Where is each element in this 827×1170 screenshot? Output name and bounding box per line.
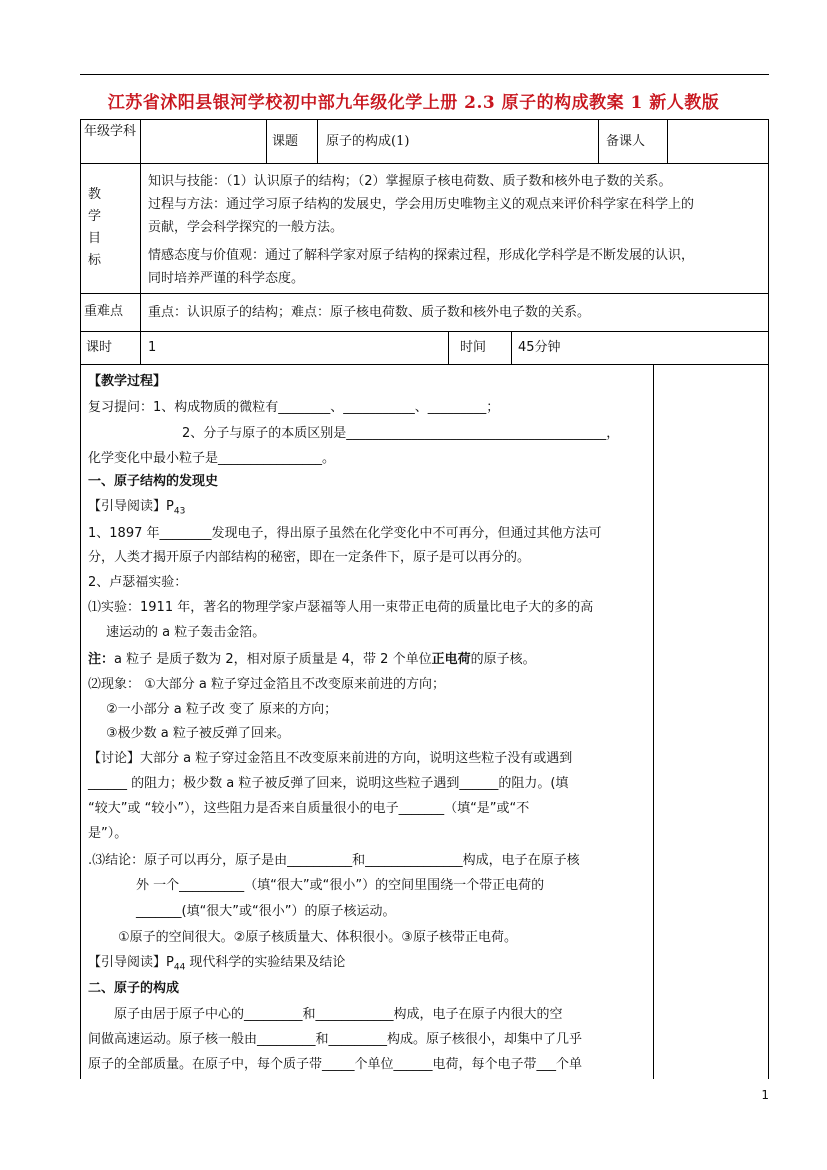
discussion-line4: 是”）。	[88, 826, 128, 841]
conclusion-line4: ①原子的空间很大。②原子核质量大、体积很小。③原子核带正电荷。	[118, 930, 517, 945]
discussion-line2: ______ 的阻力；极少数 a 粒子被反弹了回来，说明这些粒子遇到______的阻力。(填	[88, 776, 569, 791]
note-text-b: 的原子核。	[470, 652, 536, 667]
structure-line1: 原子由居于原子中心的_________和____________构成，电子在原子内很大的空	[114, 1007, 563, 1022]
item-1-line2: 分，人类才揭开原子内部结构的秘密，即在一定条件下，原子是可以再分的。	[88, 550, 531, 565]
guided-reading-1	[88, 497, 185, 522]
objective-process-line2: 贡献，学会科学探究的一般方法。	[148, 220, 344, 235]
objective-process-line1: 过程与方法：通过学习原子结构的发展史，学会用历史唯物主义的观点来评价科学家在科学上的	[148, 197, 695, 212]
process-heading: 【教学过程】	[88, 374, 167, 389]
key-points-text: 重点：认识原子的结构；难点：原子核电荷数、质子数和核外电子数的关系。	[148, 305, 591, 320]
objective-emotion-line2: 同时培养严谨的科学态度。	[148, 271, 305, 286]
note-line	[88, 650, 536, 670]
guided-reading-2-tail: 现代科学的实验结果及结论	[185, 955, 346, 970]
experiment-line2: 速运动的 a 粒子轰击金箔。	[106, 625, 266, 640]
experiment-line1: ⑴实验：1911 年，著名的物理学家卢瑟福等人用一束带正电荷的质量比电子大的多的高	[88, 600, 594, 615]
discussion-line3: “较大”或 “较小”），这些阻力是否来自质量很小的电子_______（填“是”或“不	[88, 801, 530, 816]
section-1-heading: 一、原子结构的发现史	[88, 474, 219, 489]
objectives-label: 教学目标	[88, 187, 102, 268]
hours-label: 课时	[86, 340, 113, 355]
time-label: 时间	[460, 340, 487, 355]
hours-value: 1	[148, 340, 157, 355]
key-points-label: 重难点	[84, 304, 124, 319]
discussion-line1: 【讨论】大部分 a 粒子穿过金箔且不改变原来前进的方向，说明这些粒子没有或遇到	[88, 751, 573, 766]
conclusion-line3: _______(填“很大”或“很小”）的原子核运动。	[136, 904, 396, 919]
structure-line2: 间做高速运动。原子核一般由_________和_________构成。原子核很小，却集中了几乎	[88, 1032, 583, 1047]
header-rule	[80, 74, 769, 75]
phenomenon-3: ③极少数 a 粒子被反弹了回来。	[106, 726, 290, 741]
note-text-a: a 粒子 是质子数为 2，相对原子质量是 4，带 2 个单位	[114, 652, 432, 667]
page-number: 1	[761, 1088, 769, 1102]
objective-emotion-line1: 情感态度与价值观：通过了解科学家对原子结构的探索过程，形成化学科学是不断发展的认识，	[148, 248, 695, 263]
guided-reading-2-label: 【引导阅读】P	[88, 955, 174, 970]
guided-reading-1-page: 43	[173, 506, 186, 517]
conclusion-line1: .⑶结论：原子可以再分，原子是由__________和_______________构成，电子在原子核	[88, 853, 580, 868]
objective-knowledge: 知识与技能：（1）认识原子的结构；（2）掌握原子核电荷数、质子数和核外电子数的关系。	[148, 174, 672, 189]
guided-reading-2	[88, 953, 345, 978]
review-question-3: 化学变化中最小粒子是________________。	[88, 451, 336, 466]
guided-reading-1-label: 【引导阅读】P	[88, 499, 174, 514]
topic-value: 原子的构成(1)	[326, 134, 410, 149]
review-question-1: 复习提问：1、构成物质的微粒有________、___________、_________；	[88, 400, 500, 415]
preparer-label: 备课人	[606, 134, 646, 149]
structure-line3: 原子的全部质量。在原子中，每个质子带_____个单位______电荷，每个电子带___个单	[88, 1057, 583, 1072]
review-question-2: 2、分子与原子的本质区别是________________________________________，	[182, 426, 620, 441]
item-2-heading: 2、卢瑟福实验：	[88, 575, 188, 590]
grade-subject-label: 年级学科	[84, 124, 137, 139]
note-bold: 正电荷	[431, 652, 471, 667]
item-1-line1: 1、1897 年________发现电子，得出原子虽然在化学变化中不可再分，但通过其他方法可	[88, 526, 602, 541]
document-title: 江苏省沭阳县银河学校初中部九年级化学上册 2.3 原子的构成教案 1 新人教版	[107, 93, 720, 113]
conclusion-line2: 外 一个__________（填“很大”或“很小”）的空间里围绕一个带正电荷的	[136, 878, 545, 893]
phenomenon-2: ②一小部分 a 粒子改 变了 原来的方向；	[106, 702, 338, 717]
phenomenon-1: ⑵现象： ①大部分 a 粒子穿过金箔且不改变原来前进的方向；	[88, 677, 446, 692]
topic-label: 课题	[272, 134, 299, 149]
time-value: 45分钟	[518, 340, 561, 355]
note-label: 注：	[88, 652, 115, 667]
guided-reading-2-page: 44	[173, 962, 186, 973]
section-2-heading: 二、原子的构成	[88, 981, 180, 996]
